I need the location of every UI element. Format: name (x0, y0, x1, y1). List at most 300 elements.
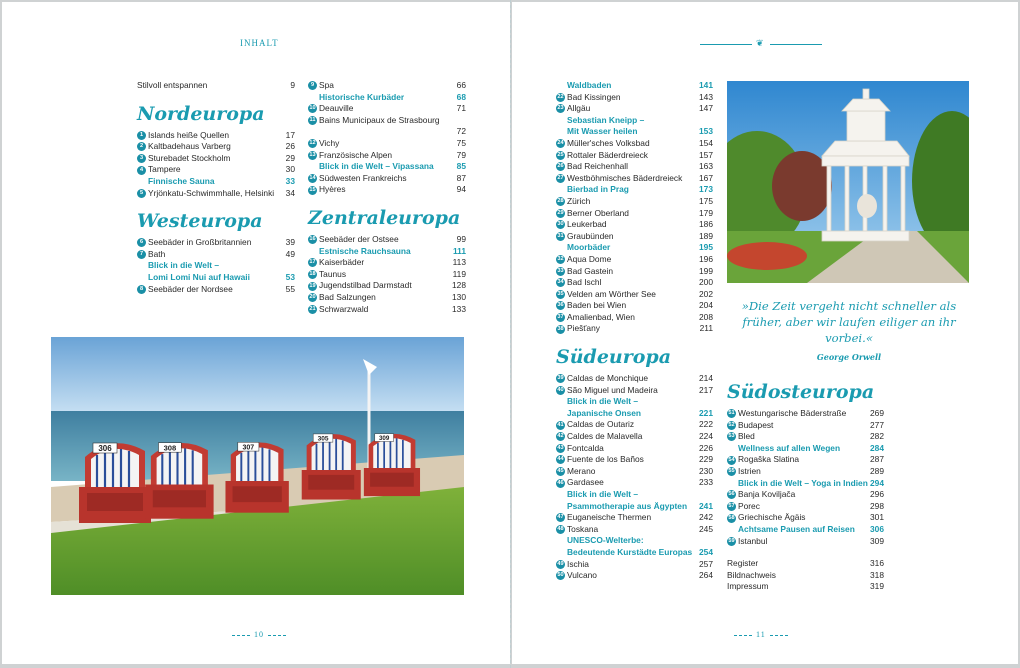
toc-entry[interactable] (556, 242, 713, 254)
toc-entry[interactable] (727, 581, 884, 593)
chapter-number-badge: 53 (728, 433, 735, 440)
toc-entry[interactable] (556, 524, 713, 536)
toc-entry[interactable] (556, 277, 713, 289)
toc-entry[interactable] (556, 559, 713, 571)
entry-title: Caldas de Monchique (567, 373, 649, 384)
chapter-number-badge: 1 (137, 131, 146, 140)
chapter-number-badge: 16 (309, 236, 316, 243)
chapter-number-badge: 3 (137, 154, 146, 163)
toc-entry[interactable] (137, 176, 295, 188)
page-ref: 301 (870, 512, 884, 523)
page-ref: 208 (699, 311, 713, 322)
chapter-number-badge: 45 (557, 468, 564, 474)
page-ref: 211 (699, 323, 713, 334)
page-ref: 94 (456, 184, 466, 195)
toc-entry[interactable] (727, 466, 884, 478)
page-ref: 79 (456, 149, 466, 160)
chapter-number-badge: 57 (728, 502, 735, 509)
toc-entry[interactable] (556, 501, 713, 513)
toc-entry[interactable] (308, 234, 466, 246)
chapter-number-badge: 41 (557, 421, 564, 428)
page-ref: 224 (699, 431, 713, 442)
entry-title: Tampere (148, 164, 181, 175)
entry-title: Fontcalda (567, 442, 604, 453)
page-ref: 87 (456, 172, 466, 183)
entry-title: Taunus (319, 268, 347, 279)
entry-title: Istrien (738, 465, 761, 476)
chapter-number-badge: 59 (728, 537, 735, 544)
toc-entry[interactable] (556, 161, 713, 173)
toc-entry[interactable] (727, 478, 884, 490)
chapter-number-badge: 31 (557, 232, 564, 239)
page-ref: 17 (285, 129, 295, 140)
entry-title: Waldbaden (567, 80, 612, 90)
entry-title: Deauville (319, 103, 354, 114)
toc-entry[interactable] (556, 312, 713, 324)
toc-entry[interactable] (556, 103, 713, 115)
toc-entry[interactable] (556, 323, 713, 335)
entry-title: Bled (738, 431, 755, 442)
entry-title: Seebäder der Ostsee (319, 233, 399, 244)
page-ref: 49 (285, 248, 295, 259)
entry-title: Historische Kurbäder (319, 91, 405, 102)
entry-title: Kaltbadehaus Varberg (148, 141, 231, 152)
entry-title: Euganeische Thermen (567, 512, 652, 523)
chapter-number-badge: 24 (557, 140, 564, 147)
page-ref: 200 (699, 277, 713, 288)
toc-entry[interactable] (556, 254, 713, 266)
toc-entry[interactable] (556, 466, 713, 478)
page-ref: 111 (452, 245, 466, 256)
toc-entry[interactable] (137, 249, 295, 261)
entry-title: Sturebadet Stockholm (148, 152, 231, 163)
page-ref: 282 (870, 431, 884, 442)
page-ref: 128 (452, 280, 466, 291)
toc-entry[interactable] (137, 284, 295, 296)
entry-title: Merano (567, 465, 596, 476)
entry-title: Stilvoll entspannen (137, 80, 208, 90)
page-ref: 287 (870, 454, 884, 465)
page-ref: 306 (870, 523, 884, 534)
toc-entry[interactable] (308, 184, 466, 196)
toc-column-4 (727, 380, 884, 593)
entry-title: Vichy (319, 137, 340, 148)
chapter-number-badge: 2 (137, 142, 146, 151)
toc-entry[interactable] (556, 443, 713, 455)
spacer (727, 547, 884, 558)
page-ref: 143 (699, 91, 713, 102)
chapter-number-badge: 17 (309, 259, 316, 266)
chapter-number-badge: 55 (728, 468, 735, 475)
page-ref: 195 (699, 242, 713, 253)
chapter-number-badge: 38 (557, 325, 564, 332)
toc-entry[interactable] (308, 115, 466, 127)
page-ref: 85 (456, 161, 466, 172)
toc-entry[interactable] (308, 173, 466, 185)
page-ref: 222 (699, 419, 713, 430)
basket-number: 309 (378, 435, 390, 443)
toc-entry[interactable] (137, 272, 295, 284)
chapter-number-badge: 8 (137, 285, 146, 294)
entry-title: Rogaška Slatina (738, 454, 799, 465)
page-ref: 186 (699, 219, 713, 230)
entry-title: Banja Koviljača (738, 489, 796, 500)
toc-entry[interactable] (308, 126, 466, 138)
toc-entry[interactable] (556, 419, 713, 431)
toc-entry[interactable] (556, 535, 713, 547)
toc-entry[interactable] (556, 547, 713, 559)
toc-entry[interactable] (556, 231, 713, 243)
toc-entry[interactable] (308, 280, 466, 292)
entry-title: Müller'sches Volksbad (567, 137, 650, 148)
chapter-number-badge: 39 (557, 375, 564, 382)
footer-right (730, 630, 792, 639)
chapter-number-badge: 29 (557, 209, 564, 216)
page-ref: 217 (699, 384, 713, 395)
entry-title: Bad Kissingen (567, 91, 621, 102)
entry-title: Istanbul (738, 535, 768, 546)
page-ref: 199 (699, 265, 713, 276)
toc-entry[interactable] (556, 208, 713, 220)
entry-title: Velden am Wörther See (567, 288, 656, 299)
toc-entry[interactable] (308, 80, 466, 92)
page-ref: 119 (452, 268, 466, 279)
chapter-number-badge: 13 (309, 151, 316, 158)
entry-title: Mit Wasser heilen (567, 126, 638, 137)
page-ref: 133 (452, 303, 466, 314)
toc-column-3 (556, 80, 713, 582)
page-ref: 294 (870, 477, 884, 488)
chapter-number-badge: 33 (557, 267, 564, 274)
basket-number: 306 (98, 444, 112, 454)
page-ref: 157 (699, 149, 713, 160)
chapter-number-badge: 7 (137, 250, 146, 259)
toc-entry[interactable] (308, 161, 466, 173)
page-ref: 264 (699, 570, 713, 581)
entry-title: Hyères (319, 184, 346, 195)
toc-entry[interactable] (308, 246, 466, 258)
toc-entry[interactable] (556, 196, 713, 208)
entry-title: Piešťany (567, 323, 600, 334)
entry-title: Spa (319, 80, 334, 90)
toc-entry[interactable] (556, 219, 713, 231)
toc-entry[interactable] (556, 92, 713, 104)
toc-entry[interactable] (556, 408, 713, 420)
entry-title: Lomi Lomi Nui auf Hawaii (148, 271, 250, 282)
toc-entry[interactable] (727, 431, 884, 443)
entry-title: Porec (738, 500, 760, 511)
entry-title: Griechische Ägäis (738, 512, 806, 523)
chapter-number-badge: 9 (308, 81, 317, 90)
chapter-number-badge: 5 (137, 189, 146, 198)
chapter-number-badge: 52 (728, 421, 735, 428)
entry-title: Zürich (567, 195, 591, 206)
toc-entry[interactable] (308, 150, 466, 162)
beach-basket-chair (364, 434, 420, 496)
entry-title: Islands heiße Quellen (148, 129, 230, 140)
entry-title: Bildnachweis (727, 569, 776, 580)
page-ref: 214 (699, 373, 713, 384)
entry-title: Toskana (567, 523, 599, 534)
chapter-number-badge: 51 (728, 410, 735, 417)
page-ref: 167 (699, 172, 713, 183)
chapter-number-badge: 11 (309, 116, 316, 123)
chapter-number-badge: 43 (557, 444, 564, 451)
toc-entry[interactable] (556, 115, 713, 127)
chapter-number-badge: 48 (557, 525, 564, 532)
toc-entry[interactable] (727, 536, 884, 548)
toc-entry[interactable] (727, 408, 884, 420)
chapter-number-badge: 36 (557, 302, 564, 309)
toc-entry[interactable] (556, 431, 713, 443)
page-ref: 68 (456, 91, 466, 102)
toc-entry[interactable] (308, 304, 466, 316)
toc-entry[interactable] (137, 164, 295, 176)
page-ref: 141 (699, 80, 713, 90)
toc-entry[interactable] (308, 292, 466, 304)
page-ref: 277 (870, 419, 884, 430)
chapter-number-badge: 21 (309, 305, 316, 312)
page-ref: 53 (285, 271, 295, 282)
chapter-number-badge: 14 (309, 174, 316, 181)
entry-title: Seebäder in Großbritannien (148, 237, 252, 248)
entry-title: Westungarische Bäderstraße (738, 408, 847, 418)
footer-left (228, 630, 290, 639)
toc-entry[interactable] (308, 92, 466, 104)
page-ref: 309 (870, 535, 884, 546)
chapter-number-badge: 27 (557, 174, 564, 181)
page-ref: 257 (699, 558, 713, 569)
page-ref: 55 (285, 283, 295, 294)
toc-entry[interactable] (137, 188, 295, 200)
leaf-ornament-icon: ❦ (756, 38, 764, 48)
toc-entry[interactable] (727, 501, 884, 513)
page-ref: 9 (290, 80, 295, 90)
section-heading: Südeuropa (556, 346, 672, 369)
entry-title: Estnische Rauchsauna (319, 245, 411, 256)
page-ref: 29 (285, 152, 295, 163)
chapter-number-badge: 25 (557, 151, 564, 158)
toc-entry[interactable] (556, 173, 713, 185)
toc-entry[interactable] (556, 477, 713, 489)
page-ref: 202 (699, 288, 713, 299)
chapter-number-badge: 56 (728, 491, 735, 498)
page-ref: 39 (285, 237, 295, 248)
entry-title: Bains Municipaux de Strasbourg (319, 114, 440, 125)
chapter-number-badge: 40 (557, 386, 564, 393)
chapter-number-badge: 44 (557, 456, 564, 463)
page-ref: 289 (870, 465, 884, 476)
entry-title: Bad Reichenhall (567, 161, 628, 172)
entry-title: Berner Oberland (567, 207, 629, 218)
toc-entry[interactable] (727, 524, 884, 536)
entry-title: Westböhmisches Bäderdreieck (567, 172, 683, 183)
page-ref: 30 (285, 164, 295, 175)
toc-entry[interactable] (727, 420, 884, 432)
entry-title: Bierbad in Prag (567, 184, 629, 195)
toc-entry[interactable] (137, 141, 295, 153)
page-ref: 153 (699, 126, 713, 137)
chapter-number-badge: 54 (728, 456, 735, 463)
toc-entry[interactable] (556, 489, 713, 501)
chapter-number-badge: 6 (137, 238, 146, 247)
toc-entry[interactable] (137, 153, 295, 165)
basket-number: 308 (163, 443, 177, 453)
chapter-number-badge: 58 (728, 514, 735, 521)
toc-entry[interactable] (727, 454, 884, 466)
page-ref: 33 (285, 175, 295, 186)
page-ref: 296 (870, 489, 884, 500)
page-ref: 66 (456, 80, 466, 90)
toc-column-2 (308, 80, 466, 315)
entry-title: Budapest (738, 419, 774, 430)
entry-title: Kaiserbäder (319, 257, 365, 268)
section-heading: Zentraleuropa (308, 206, 461, 229)
toc-entry[interactable] (556, 138, 713, 150)
toc-entry[interactable] (308, 138, 466, 150)
toc-entry[interactable] (727, 558, 884, 570)
page-ref: 319 (870, 581, 884, 592)
toc-entry[interactable] (727, 512, 884, 524)
toc-entry[interactable] (556, 80, 713, 92)
entry-title: Allgäu (567, 103, 591, 114)
entry-title: UNESCO-Welterbe: (567, 535, 644, 546)
page-ref: 26 (285, 141, 295, 152)
entry-title: Seebäder der Nordsee (148, 283, 233, 294)
chapter-number-badge: 35 (557, 290, 564, 297)
entry-title: Achtsame Pausen auf Reisen (738, 523, 855, 534)
entry-title: Französische Alpen (319, 149, 393, 160)
toc-entry[interactable] (556, 396, 713, 408)
toc-entry[interactable] (556, 150, 713, 162)
chapter-number-badge: 32 (557, 256, 564, 263)
basket-number: 307 (242, 444, 255, 452)
page-ref: 71 (456, 103, 466, 114)
page-ref: 34 (285, 187, 295, 198)
entry-title: Wellness auf allen Wegen (738, 442, 841, 453)
chapter-number-badge: 30 (557, 221, 564, 228)
beach-basket-chair (145, 443, 213, 519)
toc-entry[interactable] (556, 266, 713, 278)
entry-title: Caldas de Outariz (567, 419, 635, 430)
page-ref: 245 (699, 523, 713, 534)
entry-title: São Miguel und Madeira (567, 384, 658, 395)
toc-entry[interactable] (137, 130, 295, 142)
page-ref: 204 (699, 300, 713, 311)
page-ref: 254 (699, 546, 713, 557)
toc-entry[interactable] (308, 257, 466, 269)
entry-title: Blick in die Welt – Yoga in Indien (738, 477, 868, 488)
beach-basket-chair (302, 434, 361, 500)
page-ref: 113 (452, 257, 466, 268)
entry-title: Bad Salzungen (319, 291, 376, 302)
toc-entry[interactable] (137, 80, 295, 92)
toc-entry[interactable] (137, 237, 295, 249)
chapter-number-badge: 22 (557, 93, 564, 100)
toc-entry[interactable] (556, 289, 713, 301)
toc-entry[interactable] (556, 385, 713, 397)
section-heading: Südosteuropa (727, 381, 875, 403)
toc-entry[interactable] (556, 570, 713, 582)
page-ref: 230 (699, 465, 713, 476)
chapter-number-badge: 42 (557, 433, 564, 440)
page-ref: 316 (870, 558, 884, 569)
entry-title: Bad Ischl (567, 277, 602, 288)
toc-entry[interactable] (308, 103, 466, 115)
page-ref: 72 (456, 126, 466, 137)
beach-basket-chair (79, 443, 151, 523)
toc-entry[interactable] (727, 443, 884, 455)
toc-entry[interactable] (556, 300, 713, 312)
toc-entry[interactable] (308, 269, 466, 281)
chapter-number-badge: 26 (557, 163, 564, 170)
page-ref: 318 (870, 569, 884, 580)
toc-entry[interactable] (556, 373, 713, 385)
entry-title: Rottaler Bäderdreieck (567, 149, 648, 160)
entry-title: Vulcano (567, 570, 597, 581)
entry-title: Psammotherapie aus Ägypten (567, 500, 688, 511)
entry-title: Gardasee (567, 477, 604, 488)
page-number: 11 (756, 630, 766, 639)
entry-title: Finnische Sauna (148, 175, 215, 186)
entry-title: Register (727, 558, 759, 569)
page-ref: 75 (456, 137, 466, 148)
page-ref: 179 (699, 207, 713, 218)
entry-title: Leukerbad (567, 219, 607, 230)
entry-title: Fuente de los Baños (567, 454, 644, 465)
beach-basket-chair (225, 442, 288, 512)
toc-entry[interactable] (137, 260, 295, 272)
page-ref: 242 (699, 512, 713, 523)
entry-title: Bath (148, 248, 166, 259)
entry-title: Blick in die Welt – (567, 489, 639, 499)
toc-entry[interactable] (556, 126, 713, 138)
page-ref: 226 (699, 442, 713, 453)
entry-title: Blick in die Welt – (148, 260, 220, 271)
entry-title: Graubünden (567, 230, 614, 241)
basket-number: 305 (317, 435, 329, 443)
entry-title: Schwarzwald (319, 303, 369, 314)
pavilion-photo (727, 81, 969, 283)
section-heading: Nordeuropa (137, 102, 265, 125)
running-header: INHALT (240, 38, 279, 48)
page-number: 10 (254, 630, 264, 639)
entry-title: Ischia (567, 558, 589, 569)
page-ref: 163 (699, 161, 713, 172)
toc-entry[interactable] (727, 570, 884, 582)
chapter-number-badge: 18 (309, 270, 316, 277)
entry-title: Aqua Dome (567, 253, 612, 264)
page-ref: 175 (699, 195, 713, 206)
page-ref: 189 (699, 230, 713, 241)
toc-entry[interactable] (556, 454, 713, 466)
chapter-number-badge: 20 (309, 294, 316, 301)
chapter-number-badge: 37 (557, 314, 564, 321)
chapter-number-badge: 4 (137, 166, 146, 175)
chapter-number-badge: 12 (309, 140, 316, 147)
chapter-number-badge: 46 (557, 479, 564, 486)
page-ref: 298 (870, 500, 884, 511)
entry-title: Südwesten Frankreichs (319, 172, 407, 183)
toc-entry[interactable] (556, 184, 713, 196)
chapter-number-badge: 47 (557, 514, 564, 521)
entry-title: Caldes de Malavella (567, 431, 643, 442)
toc-entry[interactable] (556, 512, 713, 524)
quote-text: »Die Zeit vergeht nicht schneller als früher, aber wir laufen eiliger an ihr vorbei.« (741, 299, 957, 345)
page-ref: 229 (699, 454, 713, 465)
toc-column-1 (137, 80, 295, 295)
toc-entry[interactable] (727, 489, 884, 501)
